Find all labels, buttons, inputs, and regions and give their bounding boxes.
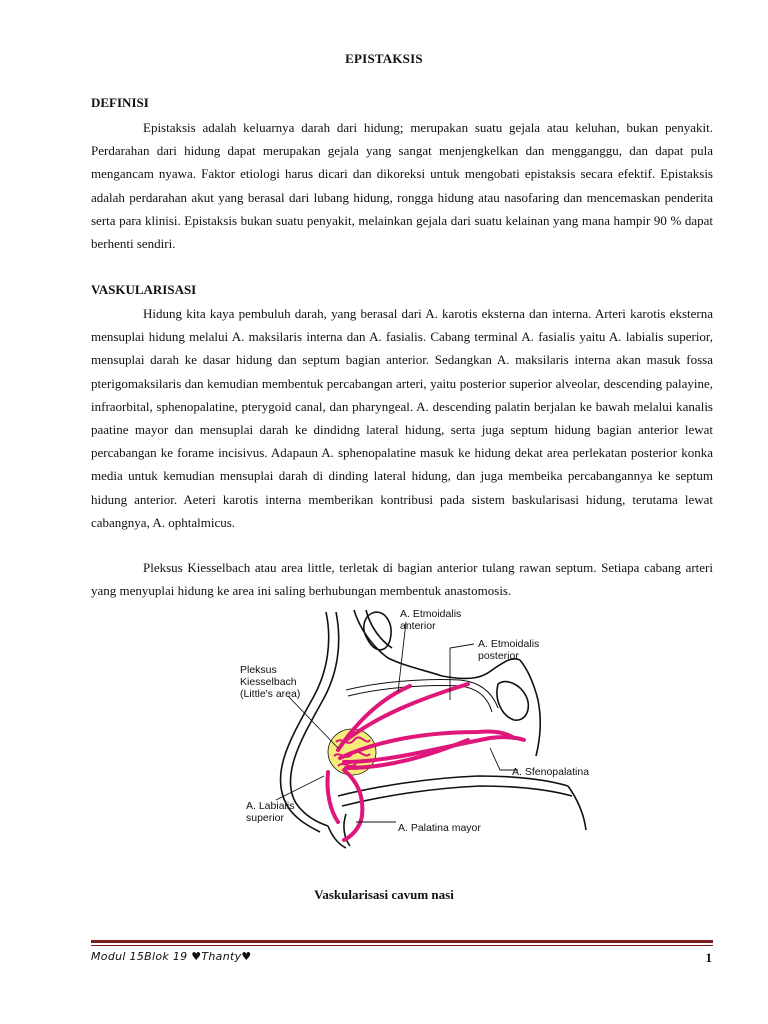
footer-rule	[91, 940, 713, 943]
label-etmoidalis-posterior: A. Etmoidalis posterior	[478, 638, 540, 662]
section-heading-definisi: DEFINISI	[91, 95, 149, 110]
footer-module-label: Modul 15Blok 19 ♥Thanty♥	[91, 950, 252, 963]
label-sfenopalatina: A. Sfenopalatina	[512, 766, 590, 778]
arteries	[327, 684, 524, 840]
label-palatina-mayor: A. Palatina mayor	[398, 822, 481, 834]
vaskularisasi-paragraph-1: Hidung kita kaya pembuluh darah, yang berasal dari A. karotis eksterna dan interna. Arteri karotis eksterna mensuplai hidung melalui A. maksilaris interna dan A. fasialis. Cabang terminal A. fasialis yaitu A. labialis superior, mensuplai darah ke dasar hidung dan septum bagian anterior. Sedangkan A. maksilaris interna akan masuk fossa pterigomaksilaris dan kemudian membentuk percabangan arteri, yaitu posterior superior alveolar, descending palayine, infraorbital, sphenopalatine, pterygoid canal, dan pharyngeal. A. descending palatin berjalan ke bawah melalui kanalis paatine mayor dan mensuplai darah ke dindidng lateral hidung, serta juga septum hidung bagian anterior lewat percabangan ke forame incisivus. Adapaun A. sphenopalatine masuk ke hidung dekat area perlekatan posterior konka media untuk kemudian mensuplai darah di dinding lateral hidung, dan juga membeika percabangannya ke septum hidung anterior. Aeteri karotis interna memberikan kontribusi pada sistem baskularisasi hidung, terutama lewat cabangnya, A. ophtalmicus.	[91, 306, 713, 530]
label-etmoidalis-anterior: A. Etmoidalis anterior	[400, 608, 462, 632]
section-heading-vaskularisasi: VASKULARISASI	[91, 282, 197, 297]
nasal-vascularization-figure	[228, 600, 608, 850]
cribriform-line	[346, 679, 498, 712]
artery-labialis-superior	[327, 772, 338, 822]
vaskularisasi-paragraph-2: Pleksus Kiesselbach atau area little, terletak di bagian anterior tulang rawan septum. Setiapa cabang arteri yang menyuplai hidung ke area ini saling berhubungan membentuk anastomosis.	[91, 560, 713, 599]
footer-rule-thin	[91, 945, 713, 946]
label-pleksus-kiesselbach: Pleksus Kiesselbach (Little's area)	[240, 664, 301, 700]
figure-caption: Vaskularisasi cavum nasi	[314, 887, 454, 902]
page-number: 1	[705, 950, 712, 965]
page-title: EPISTAKSIS	[345, 51, 423, 66]
label-labialis-superior: A. Labialis superior	[246, 800, 295, 824]
definisi-paragraph: Epistaksis adalah keluarnya darah dari hidung; merupakan suatu gejala atau keluhan, bukan penyakit. Perdarahan dari hidung dapat merupakan gejala yang sangat menjengkelkan dan mengganggu, dan dapat pula mengancam nyawa. Faktor etiologi harus dicari dan dikoreksi untuk mengobati epistaksis secara efektif. Epistaksis adalah perdarahan akut yang berasal dari lubang hidung, rongga hidung atau nasofaring dan mencemaskan penderita serta para klinisi. Epistaksis bukan suatu penyakit, melainkan gejala dari suatu kelainan yang mana hampir 90 % dapat berhenti sendiri.	[91, 120, 713, 252]
nose-outline	[281, 610, 586, 848]
